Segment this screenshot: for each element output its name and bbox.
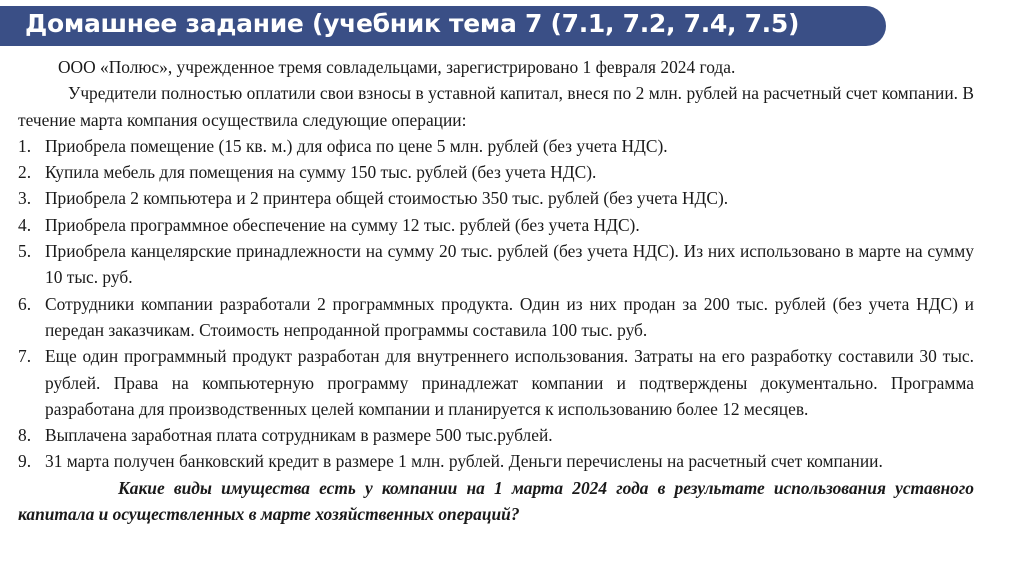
list-item <box>18 212 974 238</box>
item-text: Приобрела канцелярские принадлежности на сумму 20 тыс. рублей (без учета НДС). Из них использовано в марте на сумму 10 тыс. руб. <box>45 241 974 288</box>
list-item <box>18 291 974 344</box>
list-item <box>18 133 974 159</box>
title-bar <box>0 6 886 46</box>
list-item <box>18 159 974 185</box>
item-text: Выплачена заработная плата сотрудникам в размере 500 тыс.рублей. <box>45 425 553 446</box>
list-item <box>18 238 974 291</box>
list-item <box>18 343 974 422</box>
operations-list <box>18 133 974 475</box>
item-text: Приобрела программное обеспечение на сумму 12 тыс. рублей (без учета НДС). <box>45 214 640 235</box>
item-text: 31 марта получен банковский кредит в размере 1 млн. рублей. Деньги перечислены на расчетный счет компании. <box>45 451 883 472</box>
item-text: Приобрела помещение (15 кв. м.) для офиса по цене 5 млн. рублей (без учета НДС). <box>45 135 668 156</box>
item-number: 8. <box>18 425 32 446</box>
intro-line-1: ООО «Полюс», учрежденное тремя совладельцами, зарегистрировано 1 февраля 2024 года. <box>58 57 736 77</box>
item-number: 6. <box>18 293 32 314</box>
item-text: Еще один программный продукт разработан для внутреннего использования. Затраты на его разработку составили 30 тыс. рублей. Права на компьютерную программу принадлежат компании и подтверждены документально. Программа разработана для производственных целей компании и планируется к использованию более 12 месяцев. <box>45 346 974 419</box>
item-number: 3. <box>18 188 32 209</box>
item-number: 5. <box>18 241 32 262</box>
list-item <box>18 448 974 474</box>
item-number: 7. <box>18 346 32 367</box>
item-number: 9. <box>18 451 32 472</box>
list-item <box>18 185 974 211</box>
item-number: 1. <box>18 135 32 156</box>
item-number: 4. <box>18 214 32 235</box>
task-content <box>18 54 974 527</box>
intro-line-2: Учредители полностью оплатили свои взносы в уставной капитал, внеся по 2 млн. рублей на расчетный счет компании. В течение марта компания осуществила следующие операции: <box>18 83 974 130</box>
page-title: Домашнее задание (учебник тема 7 (7.1, 7.2, 7.4, 7.5) <box>25 9 800 38</box>
list-item <box>18 422 974 448</box>
item-text: Купила мебель для помещения на сумму 150 тыс. рублей (без учета НДС). <box>45 162 597 183</box>
task-question: Какие виды имущества есть у компании на 1 марта 2024 года в результате использования уставного капитала и осуществленных в марте хозяйственных операций? <box>18 477 974 525</box>
item-number: 2. <box>18 162 32 183</box>
item-text: Сотрудники компании разработали 2 программных продукта. Один из них продан за 200 тыс. рублей (без учета НДС) и передан заказчикам. Стоимость непроданной программы составила 100 тыс. руб. <box>45 293 974 340</box>
item-text: Приобрела 2 компьютера и 2 принтера общей стоимостью 350 тыс. рублей (без учета НДС). <box>45 188 729 209</box>
